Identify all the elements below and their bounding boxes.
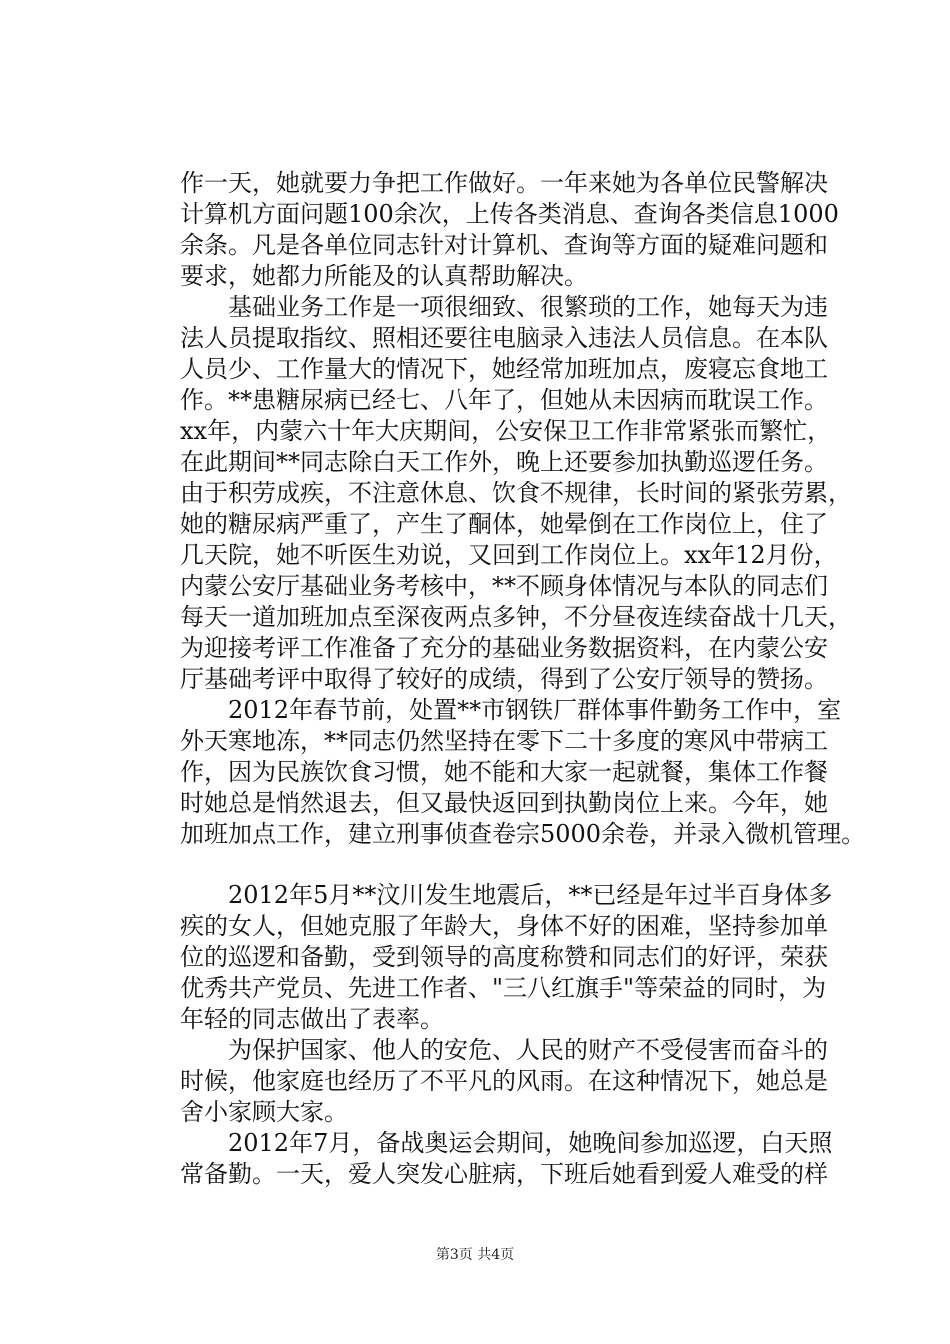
text-line: 加班加点工作，建立刑事侦查卷宗5000余卷，并录入微机管理。 [180,820,866,848]
paragraph-4 [180,880,842,1035]
text-line: 每天一道加班加点至深夜两点多钟，不分昼夜连续奋战十几天， [180,603,852,631]
text-line: 内蒙公安厅基础业务考核中，**不顾身体情况与本队的同志们 [180,572,828,600]
text-line: 人员少、工作量大的情况下，她经常加班加点，废寝忘食地工 [180,355,828,383]
paragraph-1 [180,168,842,292]
document-body [180,168,866,1190]
text-line: 作。**患糖尿病已经七、八年了，但她从未因病而耽误工作。 [180,386,828,414]
text-line: 要求，她都力所能及的认真帮助解决。 [180,262,588,290]
text-line: 由于积劳成疾，不注意休息、饮食不规律，长时间的紧张劳累， [180,479,852,507]
text-line: 常备勤。一天，爱人突发心脏病，下班后她看到爱人难受的样 [180,1160,828,1188]
text-line: 几天院，她不听医生劝说，又回到工作岗位上。xx年12月份， [180,541,838,569]
text-line: 优秀共产党员、先进工作者、"三八红旗手"等荣益的同时，为 [180,974,827,1002]
paragraph-2 [180,292,852,695]
text-line: 厅基础考评中取得了较好的成绩，得到了公安厅领导的赞扬。 [180,665,828,693]
text-line: 2012年春节前，处置**市钢铁厂群体事件勤务工作中，室 [180,696,842,724]
text-line: 2012年5月**汶川发生地震后，**已经是年过半百身体多 [180,881,833,909]
text-line: 余条。凡是各单位同志针对计算机、查询等方面的疑难问题和 [180,231,828,259]
text-line: 法人员提取指纹、照相还要往电脑录入违法人员信息。在本队 [180,324,828,352]
text-line: 在此期间**同志除白天工作外，晚上还要参加执勤巡逻任务。 [180,448,828,476]
text-line: 年轻的同志做出了表率。 [180,1005,444,1033]
text-line: 疾的女人，但她克服了年龄大，身体不好的困难，坚持参加单 [180,912,828,940]
text-line: 计算机方面问题100余次，上传各类消息、查询各类信息1000 [180,200,839,228]
text-line: 位的巡逻和备勤，受到领导的高度称赞和同志们的好评，荣获 [180,943,828,971]
text-line: 为保护国家、他人的安危、人民的财产不受侵害而奋斗的 [180,1036,828,1064]
paragraph-spacer [180,850,842,880]
text-line: 外天寒地冻，**同志仍然坚持在零下二十多度的寒风中带病工 [180,727,828,755]
text-line: 她的糖尿病严重了，产生了酮体，她晕倒在工作岗位上，住了 [180,510,828,538]
text-line: 2012年7月，备战奥运会期间，她晚间参加巡逻，白天照 [180,1129,833,1157]
text-line: 时候，他家庭也经历了不平凡的风雨。在这种情况下，她总是 [180,1067,828,1095]
paragraph-3 [180,695,866,850]
text-line: 舍小家顾大家。 [180,1098,348,1126]
text-line: 基础业务工作是一项很细致、很繁琐的工作，她每天为违 [180,293,828,321]
page-number-footer: 第3页 共4页 [435,1247,515,1263]
text-line: 作一天，她就要力争把工作做好。一年来她为各单位民警解决 [180,169,828,197]
text-line: xx年，内蒙六十年大庆期间，公安保卫工作非常紧张而繁忙， [180,417,832,445]
paragraph-5 [180,1035,842,1128]
text-line: 为迎接考评工作准备了充分的基础业务数据资料，在内蒙公安 [180,634,828,662]
paragraph-6 [180,1128,842,1190]
text-line: 作，因为民族饮食习惯，她不能和大家一起就餐，集体工作餐 [180,758,828,786]
text-line: 时她总是悄然退去，但又最快返回到执勤岗位上来。今年，她 [180,789,828,817]
